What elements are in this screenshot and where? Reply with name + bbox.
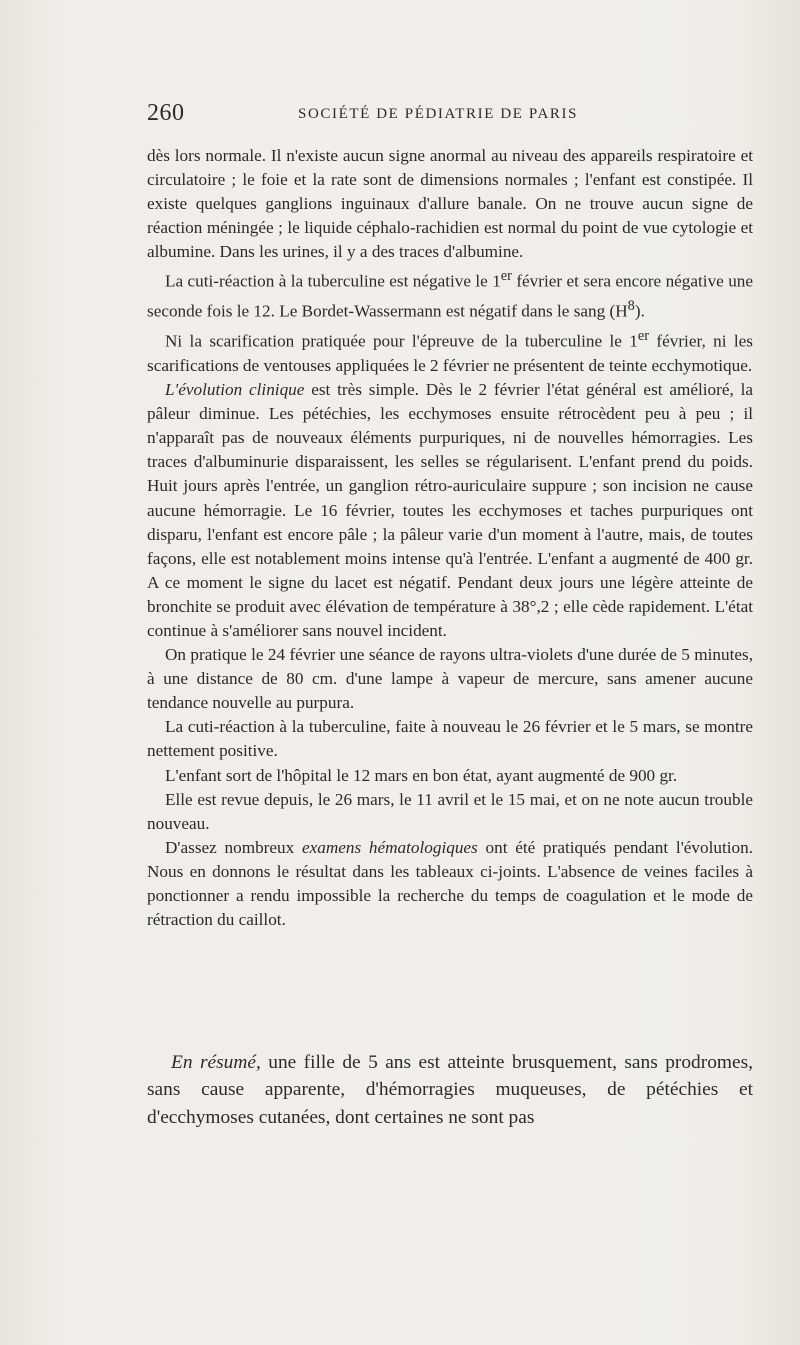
paragraph-text: février, ni les scarifications de ventouses appliquées le 2 février ne présentent de teinte ecchymotique. — [147, 331, 753, 375]
paragraph-text: est très simple. Dès le 2 février l'état général est amélioré, la pâleur diminue. Les pétéchies, les ecchymoses ensuite rétrocèdent peu à peu ; il n'apparaît pas de nouveaux éléments purpuriques, ni de nouvelles hémorragies. Les traces d'albuminurie disparaissent, les selles se régularisent. L'enfant prend du poids. Huit jours après l'entrée, un ganglion rétro-auriculaire suppure ; son incision ne cause aucune hémorragie. Le 16 février, toutes les ecchymoses et taches purpuriques ont disparu, l'enfant est encore pâle ; la pâleur varie d'un moment à l'autre, mais, de toutes façons, elle est notablement moins intense qu'à l'entrée. L'enfant a augmenté de 400 gr. A ce moment le signe du lacet est négatif. Pendant deux jours une légère atteinte de bronchite se produit avec élévation de température à 38°,2 ; elle cède rapidement. L'état continue à s'améliorer sans nouvel incident. — [147, 380, 753, 640]
running-title: SOCIÉTÉ DE PÉDIATRIE DE PARIS — [298, 106, 579, 122]
page-number: 260 — [147, 100, 185, 126]
paragraph-text: ont été pratiqués pendant l'évolution. Nous en donnons le résultat dans les tableaux ci-joints. L'absence de veines faciles à ponctionner a rendu impossible la recherche du temps de coagulation et le mode de rétraction du caillot. — [147, 837, 754, 930]
paragraph-text: ). — [634, 302, 645, 322]
summary-section — [147, 1049, 753, 1131]
paragraph-continuation — [147, 144, 753, 264]
page-header — [147, 100, 753, 130]
italic-heading: L'évolution clinique — [165, 380, 305, 400]
paragraph-cuti-positive — [147, 715, 753, 763]
paragraph-evolution — [147, 378, 753, 643]
paragraph-hematology — [147, 836, 753, 932]
paragraph-discharge — [147, 764, 753, 788]
summary-text: une fille de 5 ans est atteinte brusquement, sans prodromes, sans cause apparente, d'hémorragies muqueuses, de pétéchies et d'ecchymoses cutanées, dont certaines ne sont pas — [147, 1052, 753, 1128]
italic-phrase: examens hématologiques — [301, 837, 478, 857]
paragraph-text: D'assez nombreux — [165, 837, 302, 857]
paragraph-scarification — [147, 324, 753, 378]
paragraph-text: La cuti-réaction à la tuberculine est négative le 1 — [165, 272, 501, 292]
paragraph-follow-up — [147, 788, 753, 836]
paragraph-text: dès lors normale. Il n'existe aucun signe anormal au niveau des appareils respiratoire et circulatoire ; le foie et la rate sont de dimensions normales ; l'enfant est constipée. Il existe quelques ganglions inguinaux d'allure banale. On ne trouve aucun signe de réaction méningée ; le liquide céphalo-rachidien est normal du point de vue cytologie et albumine. Dans les urines, il y a des traces d'albumine. — [147, 146, 753, 262]
paragraph-text: Elle est revue depuis, le 26 mars, le 11 avril et le 15 mai, et on ne note aucun trouble nouveau. — [147, 789, 753, 833]
paragraph-text: On pratique le 24 février une séance de rayons ultra-violets d'une durée de 5 minutes, à une distance de 80 cm. d'une lampe à vapeur de mercure, sans amener aucune tendance nouvelle au purpura. — [147, 645, 753, 713]
summary-heading: En résumé, — [171, 1052, 261, 1073]
summary-paragraph — [147, 1049, 753, 1131]
superscript: 8 — [627, 298, 635, 315]
paragraph-text: février et sera encore négative une seconde fois le 12. Le Bordet-Wassermann est négatif dans le sang (H — [147, 272, 754, 322]
superscript: er — [500, 268, 512, 285]
superscript: er — [637, 328, 650, 345]
paragraph-ultraviolet — [147, 643, 753, 715]
paragraph-text: La cuti-réaction à la tuberculine, faite à nouveau le 26 février et le 5 mars, se montre nettement positive. — [147, 717, 753, 761]
paragraph-text: Ni la scarification pratiquée pour l'épreuve de la tuberculine le 1 — [165, 331, 638, 351]
paragraph-text: L'enfant sort de l'hôpital le 12 mars en bon état, ayant augmenté de 900 gr. — [165, 765, 678, 785]
paragraph-cuti-reaction — [147, 264, 753, 324]
body-text — [147, 144, 753, 932]
